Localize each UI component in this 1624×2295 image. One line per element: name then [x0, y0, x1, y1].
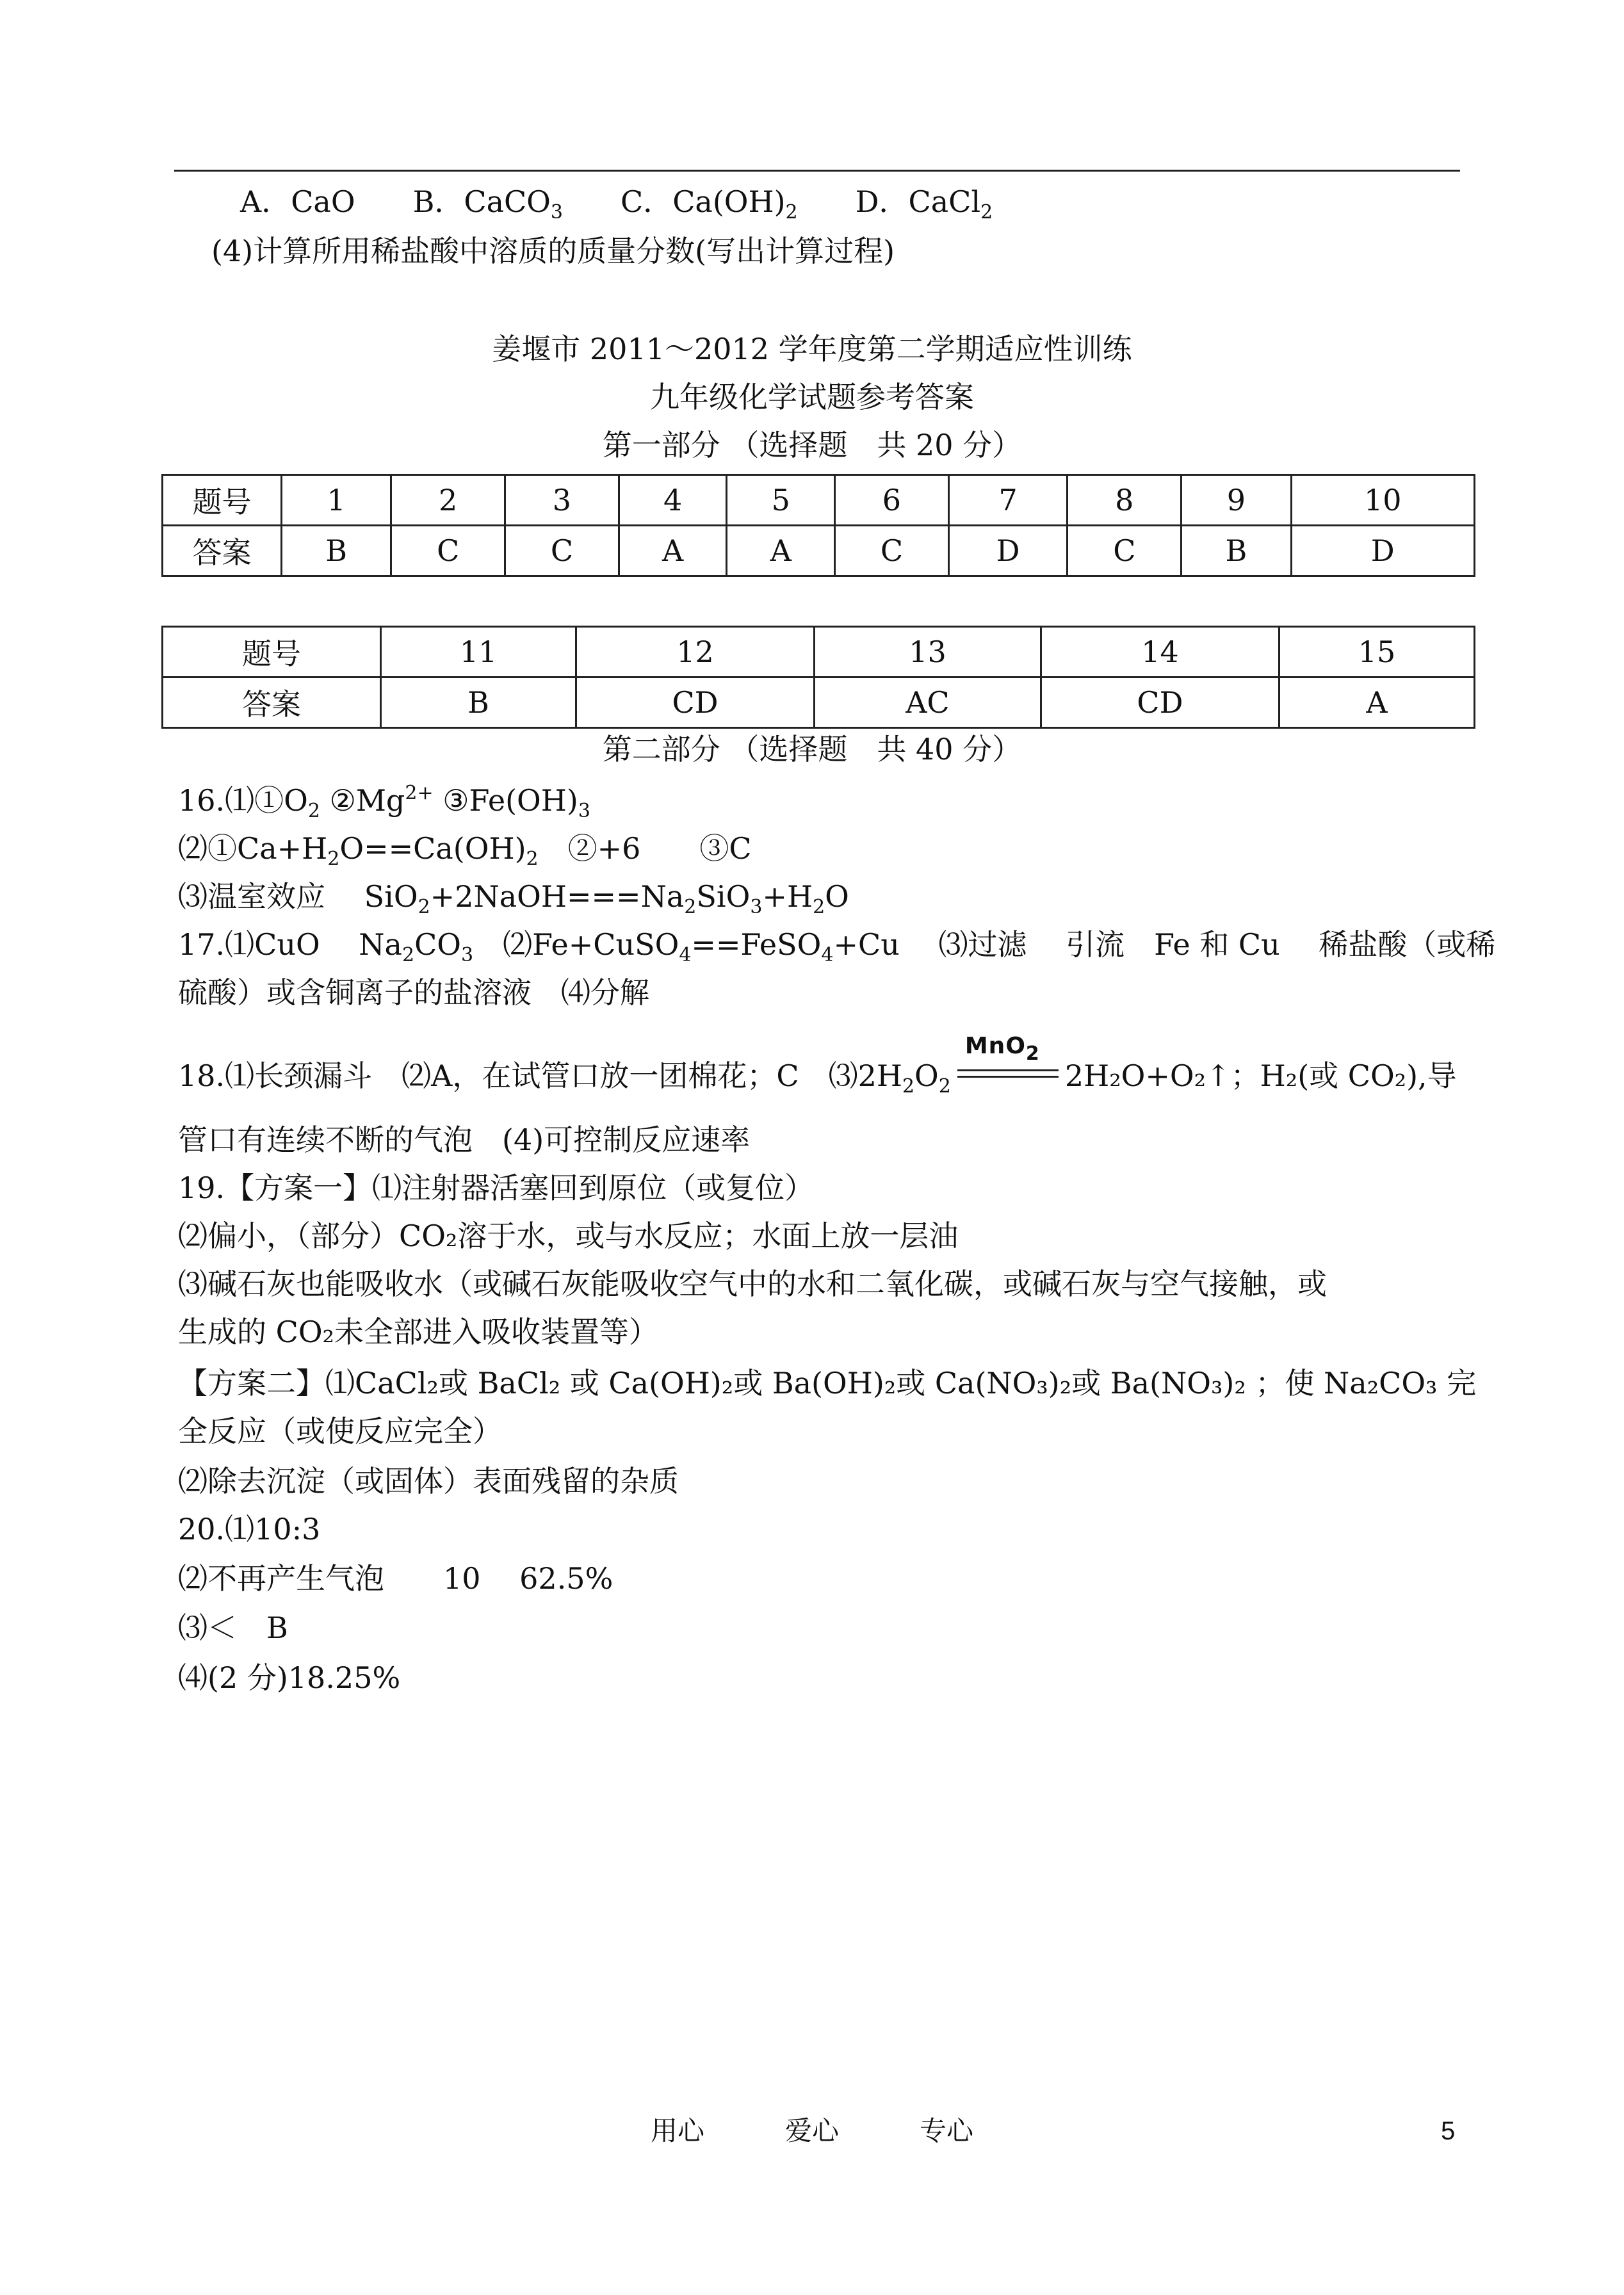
question-4: (4)计算所用稀盐酸中溶质的质量分数(写出计算过程)	[211, 234, 895, 268]
page-number: 5	[1441, 2117, 1456, 2145]
table-cell: 5	[727, 475, 835, 526]
table-cell: CD	[576, 677, 814, 728]
option-b: B．CaCO$_3$	[412, 184, 563, 223]
answer-19-1: 19.【方案一】⑴注射器活塞回到原位（或复位）	[178, 1171, 815, 1205]
answer-18-rest: 2H₂O+O₂↑；H₂(或 CO₂),导	[1064, 1058, 1457, 1093]
table-cell: 4	[619, 475, 727, 526]
table-cell: 题号	[163, 627, 381, 677]
answer-17-1: 17.⑴CuO $Na_2CO_3$ ⑵Fe+CuSO$_4$==FeSO$_4$+Cu ⑶过滤 引流 Fe 和 Cu 稀盐酸（或稀	[178, 927, 1496, 966]
table-cell: 题号	[163, 475, 282, 526]
catalyst-equals	[954, 1033, 1062, 1095]
table-cell: A	[727, 526, 835, 576]
table-cell: 答案	[163, 677, 381, 728]
answer-19-2: ⑵偏小，（部分）CO₂溶于水，或与水反应；水面上放一层油	[178, 1219, 959, 1253]
table-cell: 3	[505, 475, 619, 526]
table-row	[163, 526, 1475, 576]
part1-heading: 第一部分 （选择题 共 20 分）	[602, 428, 1022, 462]
table-cell: 12	[576, 627, 814, 677]
table-row	[163, 677, 1475, 728]
table-cell: CD	[1041, 677, 1279, 728]
answer-18-2: 管口有连续不断的气泡 (4)可控制反应速率	[178, 1123, 751, 1157]
doc-subtitle: 九年级化学试题参考答案	[650, 380, 974, 414]
table-cell: 15	[1279, 627, 1474, 677]
table-cell: 1	[282, 475, 391, 526]
answer-18-1: 18.⑴长颈漏斗 ⑵A，在试管口放一团棉花；C $⑶2H_2O_2$ MnO$_2$ 2H₂O+O₂↑；H₂(或 CO₂),导	[178, 1057, 1457, 1095]
options-line	[240, 182, 1050, 221]
table-cell: 10	[1291, 475, 1475, 526]
table-cell: 2	[391, 475, 505, 526]
answer-16-2: $⑵①Ca+H_2O==Ca(OH)_2$ ②+6 ③C	[178, 831, 752, 870]
answer-19-3a: ⑶碱石灰也能吸收水（或碱石灰能吸收空气中的水和二氧化碳，或碱石灰与空气接触，或	[178, 1267, 1327, 1301]
table-row	[163, 627, 1475, 677]
table-cell: B	[381, 677, 576, 728]
answer-19-b2: 全反应（或使反应完全）	[178, 1414, 502, 1448]
table-cell: C	[505, 526, 619, 576]
answer-19-b1: 【方案二】⑴CaCl₂或 BaCl₂ 或 Ca(OH)₂或 Ba(OH)₂或 Ca(NO₃)₂或 Ba(NO₃)₂ ；使 Na₂CO₃ 完	[178, 1366, 1477, 1400]
table-cell: 8	[1068, 475, 1181, 526]
table-cell: 9	[1181, 475, 1291, 526]
table-cell: A	[619, 526, 727, 576]
table-cell: C	[1068, 526, 1181, 576]
footer-text: 用心 爱心 专心	[650, 2115, 973, 2146]
answer-20-2: ⑵不再产生气泡 10 62.5%	[178, 1561, 613, 1596]
table-cell: D	[948, 526, 1068, 576]
table-cell: 答案	[163, 526, 282, 576]
top-rule	[174, 170, 1460, 172]
table-cell: 7	[948, 475, 1068, 526]
answer-19-3b: 生成的 CO₂未全部进入吸收装置等）	[178, 1315, 658, 1349]
catalyst-label: MnO$_2$	[964, 1033, 1040, 1065]
table-cell: A	[1279, 677, 1474, 728]
option-d: D．CaCl$_2$	[855, 184, 993, 223]
answer-20-1: 20.⑴10:3	[178, 1512, 321, 1546]
table-row	[163, 475, 1475, 526]
table-cell: B	[282, 526, 391, 576]
answer-16-3: ⑶温室效应 $SiO_2+2NaOH===Na_2SiO_3+H_2O$	[178, 879, 849, 918]
table-cell: C	[391, 526, 505, 576]
answer-16-1: $16.⑴①O_2$ $②Mg^{2+}$ $③Fe(OH)_3$	[178, 782, 590, 822]
option-a: A．CaO	[240, 184, 355, 219]
option-c: C．$Ca(OH)_2$	[621, 184, 798, 223]
answer-20-3: ⑶＜ B	[178, 1610, 288, 1645]
table-cell: C	[835, 526, 949, 576]
table-cell: 14	[1041, 627, 1279, 677]
answer-table-2	[161, 626, 1475, 729]
table-cell: D	[1291, 526, 1475, 576]
table-cell: 13	[815, 627, 1041, 677]
part2-heading: 第二部分 （选择题 共 40 分）	[602, 732, 1022, 766]
table-cell: 6	[835, 475, 949, 526]
doc-title: 姜堰市 2011～2012 学年度第二学期适应性训练	[492, 332, 1132, 366]
table-cell: AC	[815, 677, 1041, 728]
answer-table-1	[161, 474, 1475, 577]
answer-20-4: ⑷(2 分)18.25%	[178, 1660, 401, 1695]
answer-19-b3: ⑵除去沉淀（或固体）表面残留的杂质	[178, 1464, 679, 1498]
table-cell: B	[1181, 526, 1291, 576]
table-cell: 11	[381, 627, 576, 677]
answer-17-2: 硫酸）或含铜离子的盐溶液 ⑷分解	[178, 975, 649, 1010]
